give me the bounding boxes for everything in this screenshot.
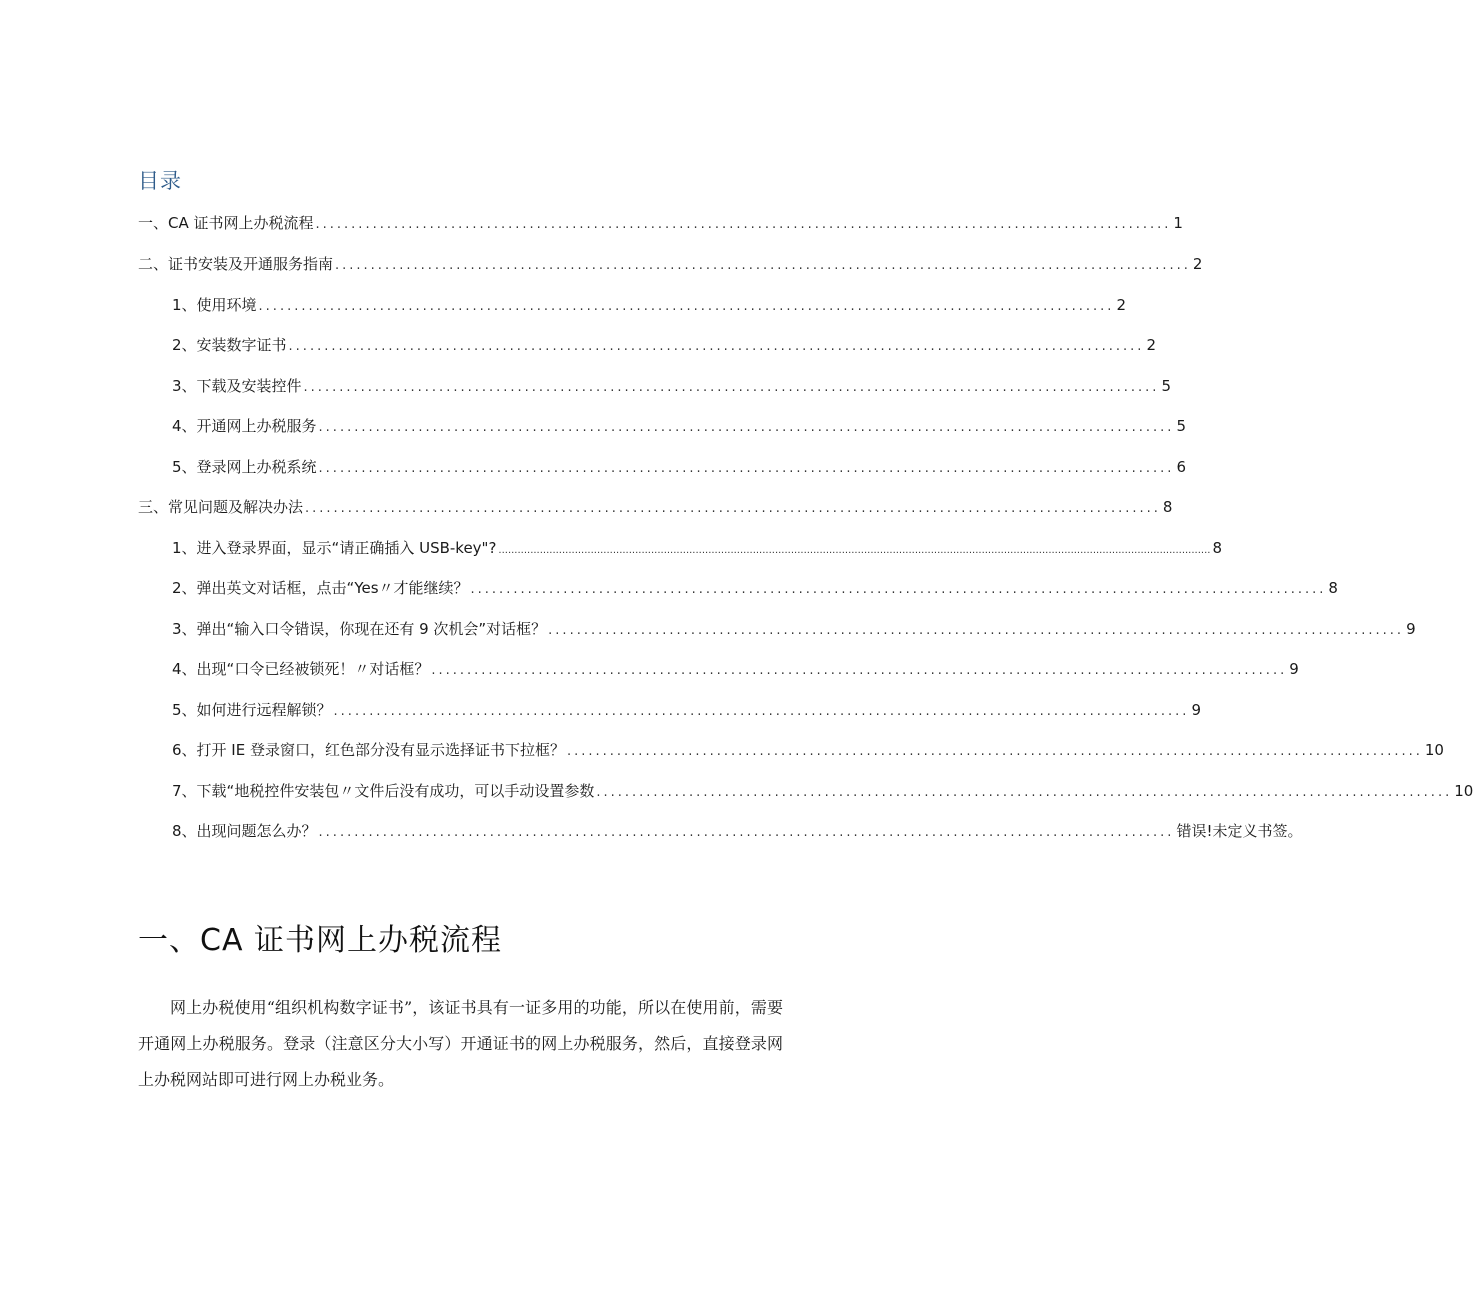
toc-title: 目录: [138, 169, 182, 193]
toc-entry-label: 4、开通网上办税服务: [172, 417, 317, 435]
toc-entry[interactable]: [172, 335, 1156, 357]
toc-entry-label: 1、进入登录界面，显示“请正确插入 USB-key"?: [172, 539, 497, 557]
toc-entry[interactable]: [172, 416, 1186, 438]
toc-entry-label: 3、弹出“输入口令错误，你现在还有 9 次机会”对话框？: [172, 620, 547, 638]
toc-page-number: 6: [1176, 458, 1186, 476]
toc-entry-label: 2、安装数字证书: [172, 336, 287, 354]
dot-leader: ........................................................................................................................: [305, 501, 1161, 516]
dot-leader: ........................................................................................................................: [318, 461, 1175, 476]
toc-page-number: 10: [1454, 782, 1473, 800]
dot-leader: ........................................................................................................................: [315, 217, 1172, 232]
toc-entry-label: 一、CA 证书网上办税流程: [138, 214, 314, 232]
toc-page-number: 1: [1173, 214, 1183, 232]
dot-leader: ........................................................................................................................: [303, 380, 1160, 395]
toc-entry-label: 二、证书安装及开通服务指南: [138, 255, 334, 273]
toc-page-number: 9: [1191, 701, 1201, 719]
dot-leader: ........................................................................................................................: [335, 258, 1191, 273]
toc-entry[interactable]: [172, 578, 1338, 600]
toc-page-number: 9: [1289, 660, 1299, 678]
toc-entry-label: 1、使用环境: [172, 296, 257, 314]
dot-leader: ........................................................................................................................: [318, 420, 1175, 435]
dot-leader: ........................................................................................................................: [258, 299, 1115, 314]
toc-entry-label: 8、出现问题怎么办？: [172, 822, 317, 840]
toc-page-number: 5: [1176, 417, 1186, 435]
toc-page-number: 2: [1116, 296, 1126, 314]
dot-leader: ........................................................................................................................: [288, 339, 1145, 354]
toc-page-number: 错误!未定义书签。: [1176, 822, 1303, 840]
toc-entry-label: 三、常见问题及解决办法: [138, 498, 304, 516]
dot-leader: ........................................................................................................................: [470, 582, 1327, 597]
toc-entry[interactable]: [138, 254, 1203, 276]
dot-leader: ........................................................................................................................: [318, 825, 1175, 840]
toc-entry[interactable]: [172, 781, 1473, 803]
toc-entry-label: 5、如何进行远程解锁？: [172, 701, 332, 719]
toc-entry[interactable]: [138, 497, 1173, 519]
toc-page-number: 5: [1161, 377, 1171, 395]
toc-entry[interactable]: [172, 295, 1126, 317]
dot-leader: ........................................................................................................................: [596, 785, 1453, 800]
toc-entry[interactable]: [172, 659, 1299, 681]
toc-entry[interactable]: [172, 619, 1416, 641]
section-heading: 一、CA 证书网上办税流程: [138, 923, 503, 958]
toc-entry[interactable]: [172, 700, 1201, 722]
toc-page-number: 8: [1212, 539, 1222, 557]
toc-entry-label: 6、打开 IE 登录窗口，红色部分没有显示选择证书下拉框？: [172, 741, 565, 759]
toc-entry-label: 5、登录网上办税系统: [172, 458, 317, 476]
toc-page-number: 8: [1328, 579, 1338, 597]
toc-entry[interactable]: [172, 538, 1222, 561]
body-paragraph: 网上办税使用“组织机构数字证书”，该证书具有一证多用的功能，所以在使用前，需要开通网上办税服务。登录（注意区分大小写）开通证书的网上办税服务，然后，直接登录网上办税网站即可进行网上办税业务。: [138, 998, 783, 1089]
dot-leader: ........................................................................................................................: [548, 623, 1405, 638]
toc-page-number: 8: [1162, 498, 1173, 516]
dot-leader: ........................................................................................................................: [333, 704, 1190, 719]
toc-entry-label: 4、出现“口令已经被锁死！〃对话框？: [172, 660, 430, 678]
toc-entry[interactable]: [172, 457, 1186, 479]
toc-page-number: 10: [1424, 741, 1444, 759]
toc-page-number: 9: [1406, 620, 1416, 638]
toc-entry[interactable]: [172, 821, 1303, 843]
toc-entry[interactable]: [172, 740, 1444, 762]
dot-leader: ................................................................................................................................................................................................................................: [498, 545, 1211, 556]
toc-page-number: 2: [1146, 336, 1156, 354]
dot-leader: ........................................................................................................................: [431, 663, 1288, 678]
toc-entry[interactable]: [138, 213, 1183, 235]
toc-entry[interactable]: [172, 376, 1171, 398]
toc-entry-label: 7、下载“地税控件安装包〃文件后没有成功，可以手动设置参数: [172, 782, 595, 800]
toc-entry-label: 3、下载及安装控件: [172, 377, 302, 395]
toc-entry-label: 2、弹出英文对话框，点击“Yes〃才能继续？: [172, 579, 469, 597]
dot-leader: ........................................................................................................................: [566, 744, 1423, 759]
toc-page-number: 2: [1192, 255, 1203, 273]
